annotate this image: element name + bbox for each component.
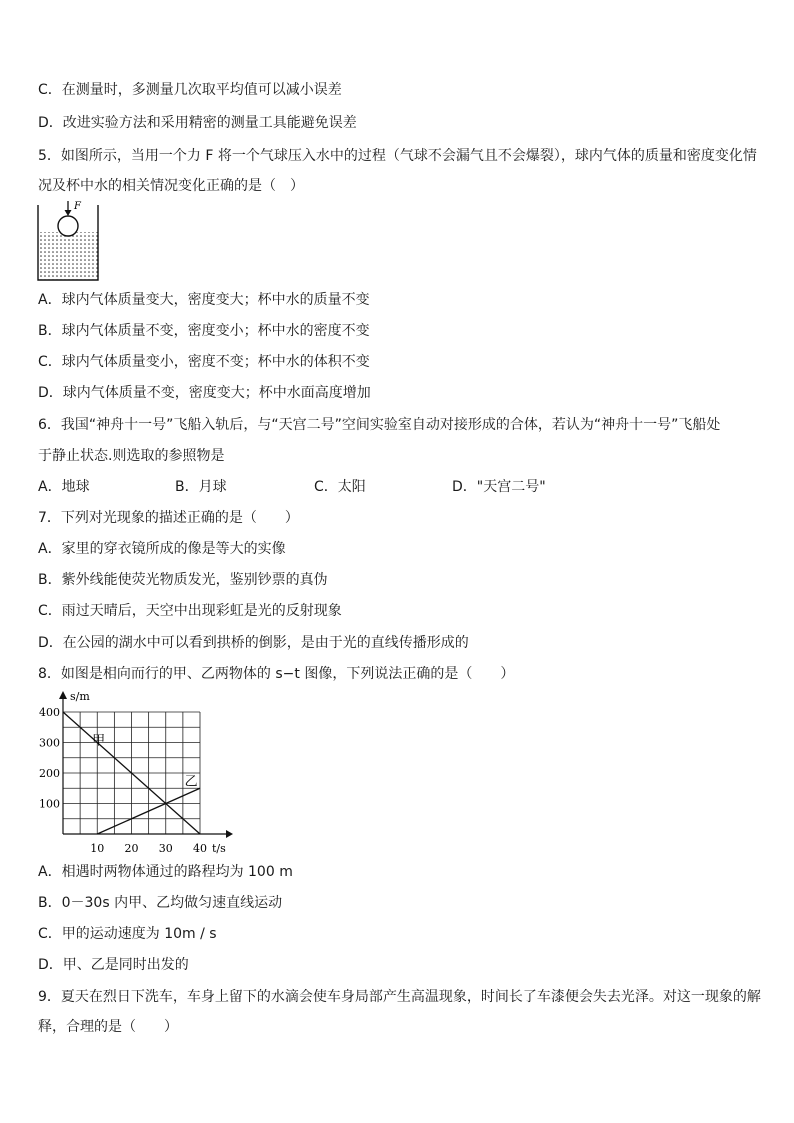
y-tick-label: 100 (39, 797, 60, 811)
option-c-line: C．在测量时，多测量几次取平均值可以减小误差 (38, 82, 342, 98)
x-tick-label: 40 (193, 842, 207, 855)
x-axis-arrow (226, 830, 233, 838)
question-8-option-a: A．相遇时两物体通过的路程均为 100 m (38, 864, 293, 880)
y-axis-label: s/m (70, 690, 90, 703)
question-7-option-a: A．家里的穿衣镜所成的像是等大的实像 (38, 541, 286, 557)
force-arrow-head (65, 210, 72, 216)
question-6-stem-1: 6．我国“神舟十一号”飞船入轨后，与“天宫二号”空间实验室自动对接形成的合体，若认为“神舟十一号”飞船处 (38, 417, 721, 433)
question-5-stem-2: 况及杯中水的相关情况变化正确的是（ ） (38, 178, 304, 194)
question-7-stem: 7．下列对光现象的描述正确的是（ ） (38, 510, 299, 526)
x-tick-label: 20 (124, 842, 139, 855)
balloon-in-water-figure (36, 199, 102, 285)
question-7-option-b: B．紫外线能使荧光物质发光，鉴别钞票的真伪 (38, 572, 328, 588)
y-tick-label: 200 (39, 767, 60, 780)
x-tick-label: 10 (90, 842, 105, 855)
question-8-option-b: B．0－30s 内甲、乙均做匀速直线运动 (38, 895, 283, 911)
question-9-stem-1: 9．夏天在烈日下洗车，车身上留下的水滴会使车身局部产生高温现象，时间长了车漆便会失去光泽。对这一现象的解 (38, 989, 761, 1005)
question-5-option-d: D．球内气体质量不变，密度变大；杯中水面高度增加 (38, 385, 371, 401)
force-label: F (74, 201, 81, 212)
question-8-stem: 8．如图是相向而行的甲、乙两物体的 s−t 图像，下列说法正确的是（ ） (38, 666, 515, 682)
x-tick-label: 30 (158, 842, 173, 855)
s-t-graph (30, 688, 240, 858)
question-6-options (38, 477, 598, 497)
question-5-option-b: B．球内气体质量不变，密度变小；杯中水的密度不变 (38, 323, 370, 339)
question-6-option-b: B．月球 (175, 479, 227, 495)
question-5-option-c: C．球内气体质量变小，密度不变；杯中水的体积不变 (38, 354, 370, 370)
y-tick-label: 400 (39, 706, 60, 719)
question-5-option-a: A．球内气体质量变大，密度变大；杯中水的质量不变 (38, 292, 370, 308)
x-axis-label: t/s (212, 842, 226, 855)
y-tick-label: 300 (39, 736, 60, 750)
question-8-option-d: D．甲、乙是同时出发的 (38, 957, 189, 973)
series-label-yi: 乙 (184, 774, 198, 790)
question-6-option-c: C．太阳 (314, 479, 366, 495)
option-d-line: D．改进实验方法和采用精密的测量工具能避免误差 (38, 115, 357, 131)
y-axis-arrow (59, 691, 67, 699)
question-6-option-d: D．"天宫二号" (452, 479, 546, 495)
series-label-jia: 甲 (92, 733, 106, 749)
question-9-stem-2: 释，合理的是（ ） (38, 1019, 178, 1035)
question-7-option-c: C．雨过天晴后，天空中出现彩虹是光的反射现象 (38, 603, 342, 619)
question-7-option-d: D．在公园的湖水中可以看到拱桥的倒影，是由于光的直线传播形成的 (38, 635, 469, 651)
question-6-option-a: A．地球 (38, 479, 90, 495)
question-5-stem-1: 5．如图所示，当用一个力 F 将一个气球压入水中的过程（气球不会漏气且不会爆裂），球内气体的质量和密度变化情 (38, 148, 757, 164)
balloon-shape (58, 216, 78, 236)
water-region (38, 232, 98, 280)
question-8-option-c: C．甲的运动速度为 10m / s (38, 926, 217, 942)
question-6-stem-2: 于静止状态.则选取的参照物是 (38, 448, 225, 464)
